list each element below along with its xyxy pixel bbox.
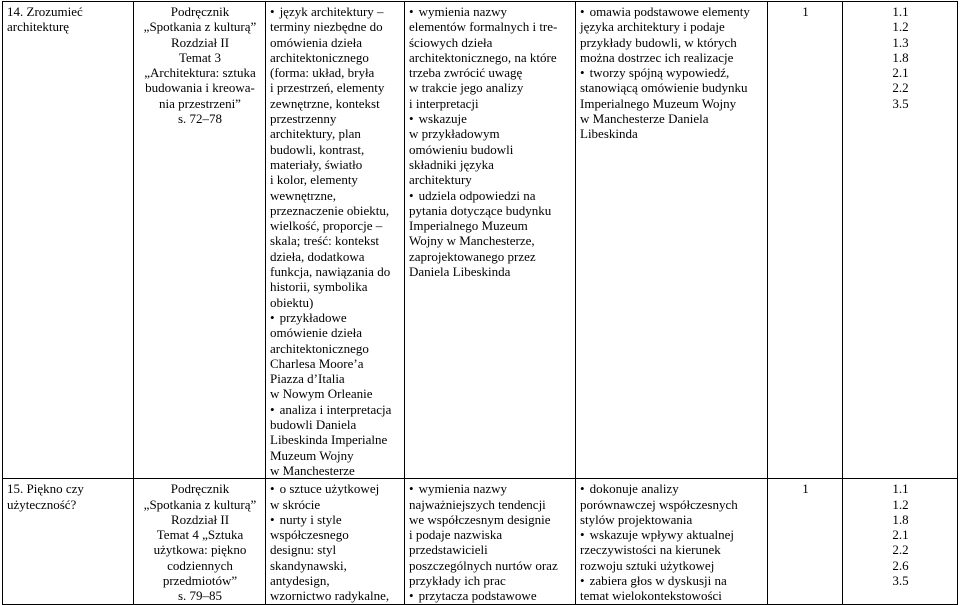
continuation-line: przestrzenny	[270, 111, 337, 127]
continuation-line: omówieniu budowli	[409, 141, 514, 157]
continuation-line: Piazza d’Italia	[270, 371, 345, 387]
bullet-item: • nurty i style	[270, 512, 401, 527]
source-cell	[134, 479, 266, 605]
continuation-line: wzornictwo radykalne,	[270, 588, 390, 604]
continuation-line: antydesign,	[270, 572, 330, 588]
continuation-line: stylów projektowania	[580, 511, 693, 527]
continuation-line: budowli Daniela	[270, 417, 357, 433]
source-line: codziennych	[167, 557, 233, 573]
continuation-line: elementów formalnych i tre-	[409, 19, 558, 35]
continuation-line: designu: styl	[270, 542, 337, 558]
hours-cell	[768, 2, 843, 479]
source-line: Podręcznik	[170, 481, 230, 497]
source-line: Temat 3	[178, 49, 222, 65]
source-line: przedmiotów”	[162, 572, 238, 588]
continuation-line: temat wielokontekstowości	[580, 588, 722, 604]
continuation-line: w przykładowym	[409, 126, 500, 142]
continuation-line: można dostrzec ich realizacje	[580, 49, 734, 65]
content-cell	[266, 2, 405, 479]
continuation-line: i podaje nazwiska	[409, 527, 503, 543]
source-cell	[134, 2, 266, 479]
basic-requirements-cell	[405, 2, 576, 479]
continuation-line: architektonicznego	[270, 340, 369, 356]
continuation-line: przykłady ich prac	[409, 572, 506, 588]
continuation-line: skandynawski,	[270, 557, 347, 573]
continuation-line: Libeskinda	[580, 126, 638, 142]
continuation-line: budowli, kontrast,	[270, 141, 365, 157]
bullet-item: • wskazuje wpływy aktualnej	[580, 527, 764, 542]
hours-cell	[768, 479, 843, 605]
hours-line: 1	[802, 481, 809, 497]
source-line: s. 72–78	[177, 111, 223, 127]
lesson-title-cell	[3, 479, 134, 605]
source-line: użytkowa: piękno	[153, 542, 247, 558]
continuation-line: i interpretacji	[409, 95, 479, 111]
standards-line: 1.2	[892, 19, 909, 35]
standards-line: 1.1	[892, 4, 909, 19]
continuation-line: dzieła, dodatkowa	[270, 248, 365, 264]
continuation-line: zewnętrzne, kontekst	[270, 95, 380, 111]
continuation-line: (forma: układ, bryła	[270, 65, 375, 81]
continuation-line: stanowiącą omówienie budynku	[580, 80, 748, 96]
table-row	[3, 479, 958, 605]
continuation-line: w skrócie	[270, 496, 321, 512]
source-line: nia przestrzeni”	[159, 95, 241, 111]
lesson-line: architekturę	[7, 19, 70, 35]
continuation-line: przykłady budowli, w których	[580, 34, 737, 50]
continuation-line: architektury	[409, 172, 472, 188]
continuation-line: składniki języka	[409, 156, 494, 172]
bullet-item: • język architektury –	[270, 4, 401, 19]
source-line: „Spotkania z kulturą”	[143, 496, 257, 512]
lesson-line: użyteczność?	[7, 496, 77, 512]
source-line: budowania i kreowa-	[145, 80, 255, 96]
standards-cell	[843, 2, 958, 479]
bullet-item: • wymienia nazwy	[409, 481, 572, 496]
continuation-line: we współczesnym designie	[409, 511, 551, 527]
continuation-line: Imperialnego Muzeum Wojny	[580, 95, 737, 111]
standards-line: 2.6	[892, 557, 909, 573]
extended-requirements-cell	[576, 2, 768, 479]
lesson-title-cell	[3, 2, 134, 479]
continuation-line: Daniela Libeskinda	[409, 264, 511, 280]
continuation-line: Wojny w Manchesterze,	[409, 233, 535, 249]
bullet-item: • przytacza podstawowe	[409, 588, 572, 603]
basic-requirements-cell	[405, 479, 576, 605]
standards-cell	[843, 479, 958, 605]
bullet-item: • analiza i interpretacja	[270, 402, 401, 417]
continuation-line: porównawczej współczesnych	[580, 496, 738, 512]
continuation-line: w trakcie jego analizy	[409, 80, 524, 96]
lesson-line: 15. Piękno czy	[7, 481, 84, 497]
continuation-line: ściowych dzieła	[409, 34, 493, 50]
continuation-line: funkcja, nawiązania do	[270, 264, 391, 280]
continuation-line: omówienia dzieła	[270, 34, 363, 50]
extended-requirements-cell	[576, 479, 768, 605]
bullet-item: • tworzy spójną wypowiedź,	[580, 65, 764, 80]
standards-line: 1.8	[892, 511, 909, 527]
continuation-line: przedstawicieli	[409, 542, 488, 558]
continuation-line: Libeskinda Imperialne	[270, 432, 388, 448]
standards-line: 1.2	[892, 496, 909, 512]
standards-line: 1.8	[892, 49, 909, 65]
continuation-line: w Manchesterze Daniela	[580, 111, 709, 127]
bullet-item: • udziela odpowiedzi na	[409, 188, 572, 203]
continuation-line: Charlesa Moore’a	[270, 355, 364, 371]
continuation-line: zaprojektowanego przez	[409, 248, 536, 264]
continuation-line: przeznaczenie obiektu,	[270, 202, 390, 218]
continuation-line: Imperialnego Muzeum	[409, 218, 528, 234]
content-cell	[266, 479, 405, 605]
standards-line: 2.2	[892, 80, 909, 96]
continuation-line: trzeba zwrócić uwagę	[409, 65, 523, 81]
continuation-line: współczesnego	[270, 527, 349, 543]
continuation-line: skala; treść: kontekst	[270, 233, 380, 249]
source-line: Rozdział II	[170, 34, 230, 50]
continuation-line: języka architektury i podaje	[580, 19, 725, 35]
continuation-line: w Manchesterze	[270, 462, 355, 478]
source-line: „Spotkania z kulturą”	[143, 19, 257, 35]
bullet-item: • wymienia nazwy	[409, 4, 572, 19]
source-line: Podręcznik	[170, 4, 230, 19]
standards-line: 2.1	[892, 65, 909, 81]
table-row	[3, 2, 958, 479]
table-body	[3, 2, 958, 605]
continuation-line: omówienie dzieła	[270, 325, 363, 341]
continuation-line: architektury, plan	[270, 126, 361, 142]
bullet-item: • zabiera głos w dyskusji na	[580, 573, 764, 588]
continuation-line: Muzeum Wojny	[270, 447, 354, 463]
standards-line: 2.2	[892, 542, 909, 558]
curriculum-table	[2, 1, 958, 605]
continuation-line: w Nowym Orleanie	[270, 386, 373, 402]
continuation-line: materiały, światło	[270, 156, 363, 172]
hours-line: 1	[802, 4, 809, 19]
source-line: s. 79–85	[177, 588, 223, 604]
continuation-line: wielkość, proporcje –	[270, 218, 383, 234]
source-line: Rozdział II	[170, 511, 230, 527]
continuation-line: historii, symbolika	[270, 279, 368, 295]
lesson-line: 14. Zrozumieć	[7, 4, 83, 19]
source-line: Temat 4 „Sztuka	[156, 527, 244, 543]
source-line: „Architektura: sztuka	[144, 65, 256, 81]
bullet-item: • wskazuje	[409, 111, 572, 126]
bullet-item: • przykładowe	[270, 310, 401, 325]
bullet-item: • o sztuce użytkowej	[270, 481, 401, 496]
continuation-line: i kolor, elementy	[270, 172, 358, 188]
standards-line: 3.5	[892, 95, 909, 111]
standards-line: 2.1	[892, 527, 909, 543]
continuation-line: rozwoju sztuki użytkowej	[580, 557, 715, 573]
continuation-line: terminy niezbędne do	[270, 19, 383, 35]
continuation-line: poszczególnych nurtów oraz	[409, 557, 558, 573]
continuation-line: i przestrzeń, elementy	[270, 80, 385, 96]
continuation-line: architektonicznego, na które	[409, 49, 557, 65]
bullet-item: • dokonuje analizy	[580, 481, 764, 496]
continuation-line: obiektu)	[270, 294, 314, 310]
continuation-line: pytania dotyczące budynku	[409, 202, 552, 218]
standards-line: 3.5	[892, 572, 909, 588]
continuation-line: wewnętrzne,	[270, 187, 337, 203]
continuation-line: najważniejszych tendencji	[409, 496, 546, 512]
continuation-line: architektonicznego	[270, 49, 369, 65]
continuation-line: rzeczywistości na kierunek	[580, 542, 721, 558]
bullet-item: • omawia podstawowe elementy	[580, 4, 764, 19]
standards-line: 1.3	[892, 34, 909, 50]
standards-line: 1.1	[892, 481, 909, 497]
